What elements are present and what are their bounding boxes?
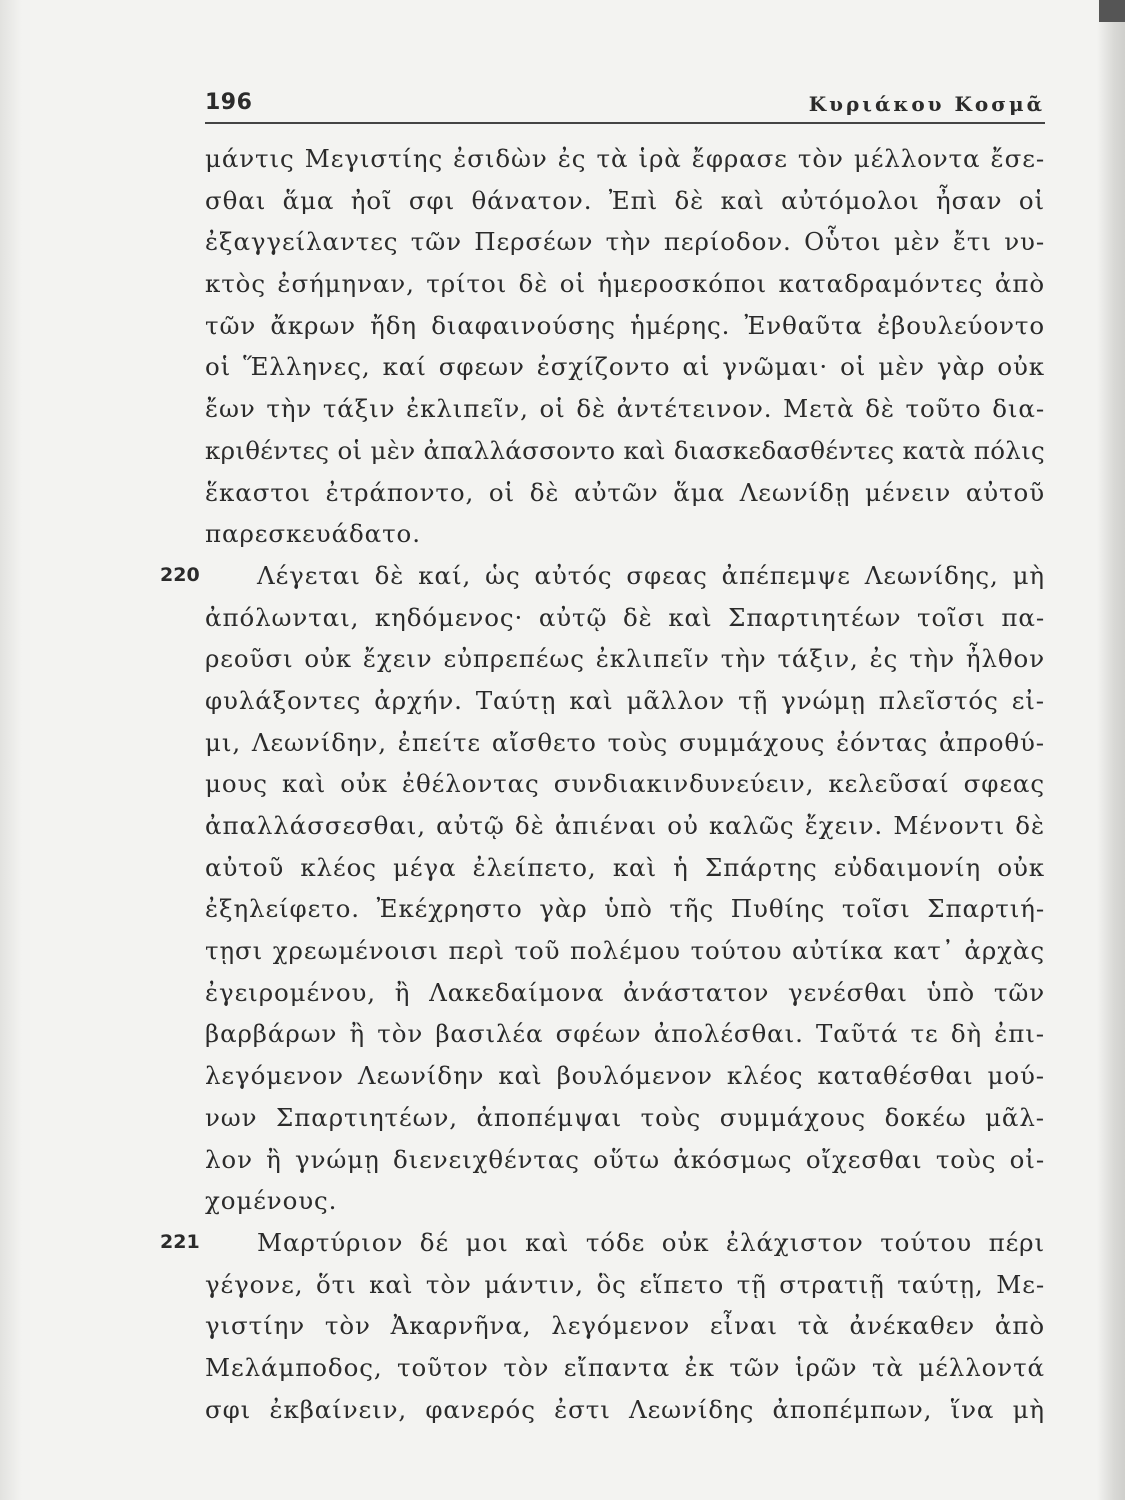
text-line bbox=[205, 680, 1045, 722]
text-line bbox=[205, 305, 1045, 347]
text-line bbox=[205, 1180, 1045, 1222]
text-line bbox=[205, 221, 1045, 263]
line-text: αὐτοῦ κλέος μέγα ἐλείπετο, καὶ ἡ Σπάρτης εὐδαιμονίη οὐκ bbox=[205, 852, 1045, 882]
body-text bbox=[160, 138, 1045, 1430]
text-line bbox=[205, 722, 1045, 764]
text-line bbox=[205, 346, 1045, 388]
text-line bbox=[205, 1264, 1045, 1306]
text-line bbox=[205, 805, 1045, 847]
line-text: ἕκαστοι ἐτράποντο, οἱ δὲ αὐτῶν ἅμα Λεωνίδῃ μένειν αὐτοῦ bbox=[205, 477, 1045, 507]
line-text: μι, Λεωνίδην, ἐπείτε αἴσθετο τοὺς συμμάχους ἐόντας ἀπροθύ- bbox=[205, 727, 1045, 757]
line-text: παρεσκευάδατο. bbox=[205, 519, 421, 549]
line-text: χομένους. bbox=[205, 1186, 338, 1216]
text-line bbox=[205, 972, 1045, 1014]
line-text: ρεοῦσι οὐκ ἔχειν εὐπρεπέως ἐκλιπεῖν τὴν τάξιν, ἐς τὴν ἦλθον bbox=[205, 644, 1045, 674]
text-line bbox=[205, 638, 1045, 680]
line-text: σφι ἐκβαίνειν, φανερός ἐστι Λεωνίδης ἀποπέμπων, ἵνα μὴ bbox=[205, 1394, 1045, 1424]
text-line bbox=[205, 1055, 1045, 1097]
line-text: τῃσι χρεωμένοισι περὶ τοῦ πολέμου τούτου αὐτίκα κατ᾽ ἀρχὰς bbox=[205, 936, 1045, 966]
line-text: οἱ Ἕλληνες, καί σφεων ἐσχίζοντο αἱ γνῶμαι· οἱ μὲν γὰρ οὐκ bbox=[205, 352, 1045, 382]
text-line bbox=[205, 888, 1045, 930]
text-line bbox=[205, 1389, 1045, 1431]
line-text: Μελάμποδος, τοῦτον τὸν εἴπαντα ἐκ τῶν ἱρῶν τὰ μέλλοντά bbox=[205, 1352, 1045, 1382]
line-text: μους καὶ οὐκ ἐθέλοντας συνδιακινδυνεύειν, κελεῦσαί σφεας bbox=[205, 769, 1045, 799]
page-header bbox=[205, 86, 1045, 124]
line-text: σθαι ἅμα ἠοῖ σφι θάνατον. Ἐπὶ δὲ καὶ αὐτόμολοι ἦσαν οἱ bbox=[205, 185, 1045, 215]
page-number: 196 bbox=[205, 90, 253, 115]
page-edge-shadow bbox=[1097, 0, 1125, 1500]
line-text: Μαρτύριον δέ μοι καὶ τόδε οὐκ ἐλάχιστον τούτου πέρι bbox=[257, 1227, 1045, 1257]
text-line bbox=[205, 1305, 1045, 1347]
line-text: ἀπαλλάσσεσθαι, αὐτῷ δὲ ἀπιέναι οὐ καλῶς ἔχειν. Μένοντι δὲ bbox=[205, 811, 1045, 840]
line-text: Λέγεται δὲ καί, ὡς αὐτός σφεας ἀπέπεμψε Λεωνίδης, μὴ bbox=[257, 560, 1045, 590]
text-line bbox=[205, 930, 1045, 972]
line-text: ἐγειρομένου, ἢ Λακεδαίμονα ἀνάστατον γενέσθαι ὑπὸ τῶν bbox=[205, 977, 1045, 1007]
line-text: βαρβάρων ἢ τὸν βασιλέα σφέων ἀπολέσθαι. Ταῦτά τε δὴ ἐπι- bbox=[205, 1019, 1045, 1049]
line-text: κριθέντες οἱ μὲν ἀπαλλάσσοντο καὶ διασκεδασθέντες κατὰ πόλις bbox=[205, 435, 1045, 465]
text-line bbox=[205, 388, 1045, 430]
line-text: γιστίην τὸν Ἀκαρνῆνα, λεγόμενον εἶναι τὰ ἀνέκαθεν ἀπὸ bbox=[205, 1311, 1045, 1341]
text-line bbox=[205, 430, 1045, 472]
section-number: 220 bbox=[160, 563, 200, 586]
line-text: κτὸς ἐσήμηναν, τρίτοι δὲ οἱ ἡμεροσκόποι καταδραμόντες ἀπὸ bbox=[205, 269, 1045, 299]
text-line bbox=[205, 597, 1045, 639]
line-text: λεγόμενον Λεωνίδην καὶ βουλόμενον κλέος καταθέσθαι μού- bbox=[205, 1061, 1045, 1091]
line-text: νων Σπαρτιητέων, ἀποπέμψαι τοὺς συμμάχους δοκέω μᾶλ- bbox=[205, 1102, 1045, 1132]
line-text: γέγονε, ὅτι καὶ τὸν μάντιν, ὃς εἵπετο τῇ στρατιῇ ταύτῃ, Με- bbox=[205, 1269, 1045, 1299]
running-head: Κυριάκου Κοσμᾶ bbox=[808, 92, 1045, 116]
line-text: ἐξηλείφετο. Ἐκέχρηστο γὰρ ὑπὸ τῆς Πυθίης τοῖσι Σπαρτιή- bbox=[205, 894, 1045, 924]
text-line bbox=[205, 847, 1045, 889]
text-line bbox=[205, 1097, 1045, 1139]
text-line bbox=[160, 555, 1045, 597]
text-line bbox=[205, 513, 1045, 555]
text-line bbox=[205, 472, 1045, 514]
text-line bbox=[205, 1013, 1045, 1055]
line-text: τῶν ἄκρων ἤδη διαφαινούσης ἡμέρης. Ἐνθαῦτα ἐβουλεύοντο bbox=[205, 310, 1045, 340]
text-line bbox=[205, 138, 1045, 180]
line-text: φυλάξοντες ἀρχήν. Ταύτῃ καὶ μᾶλλον τῇ γνώμῃ πλεῖστός εἰ- bbox=[205, 685, 1045, 715]
text-line bbox=[205, 763, 1045, 805]
text-line bbox=[205, 180, 1045, 222]
text-line bbox=[160, 1222, 1045, 1264]
page-gutter-shadow bbox=[0, 0, 22, 1500]
text-line bbox=[205, 263, 1045, 305]
text-line bbox=[205, 1347, 1045, 1389]
line-text: μάντις Μεγιστίης ἐσιδὼν ἐς τὰ ἱρὰ ἔφρασε τὸν μέλλοντα ἔσε- bbox=[205, 144, 1045, 173]
line-text: λον ἢ γνώμῃ διενειχθέντας οὕτω ἀκόσμως οἴχεσθαι τοὺς οἰ- bbox=[205, 1144, 1045, 1174]
text-line bbox=[205, 1139, 1045, 1181]
line-text: ἐξαγγείλαντες τῶν Περσέων τὴν περίοδον. Οὗτοι μὲν ἔτι νυ- bbox=[205, 227, 1045, 257]
line-text: ἔων τὴν τάξιν ἐκλιπεῖν, οἱ δὲ ἀντέτεινον. Μετὰ δὲ τοῦτο δια- bbox=[205, 394, 1045, 424]
section-number: 221 bbox=[160, 1230, 200, 1253]
line-text: ἀπόλωνται, κηδόμενος· αὐτῷ δὲ καὶ Σπαρτιητέων τοῖσι πα- bbox=[205, 602, 1045, 632]
scan-corner-mark bbox=[1099, 0, 1125, 22]
